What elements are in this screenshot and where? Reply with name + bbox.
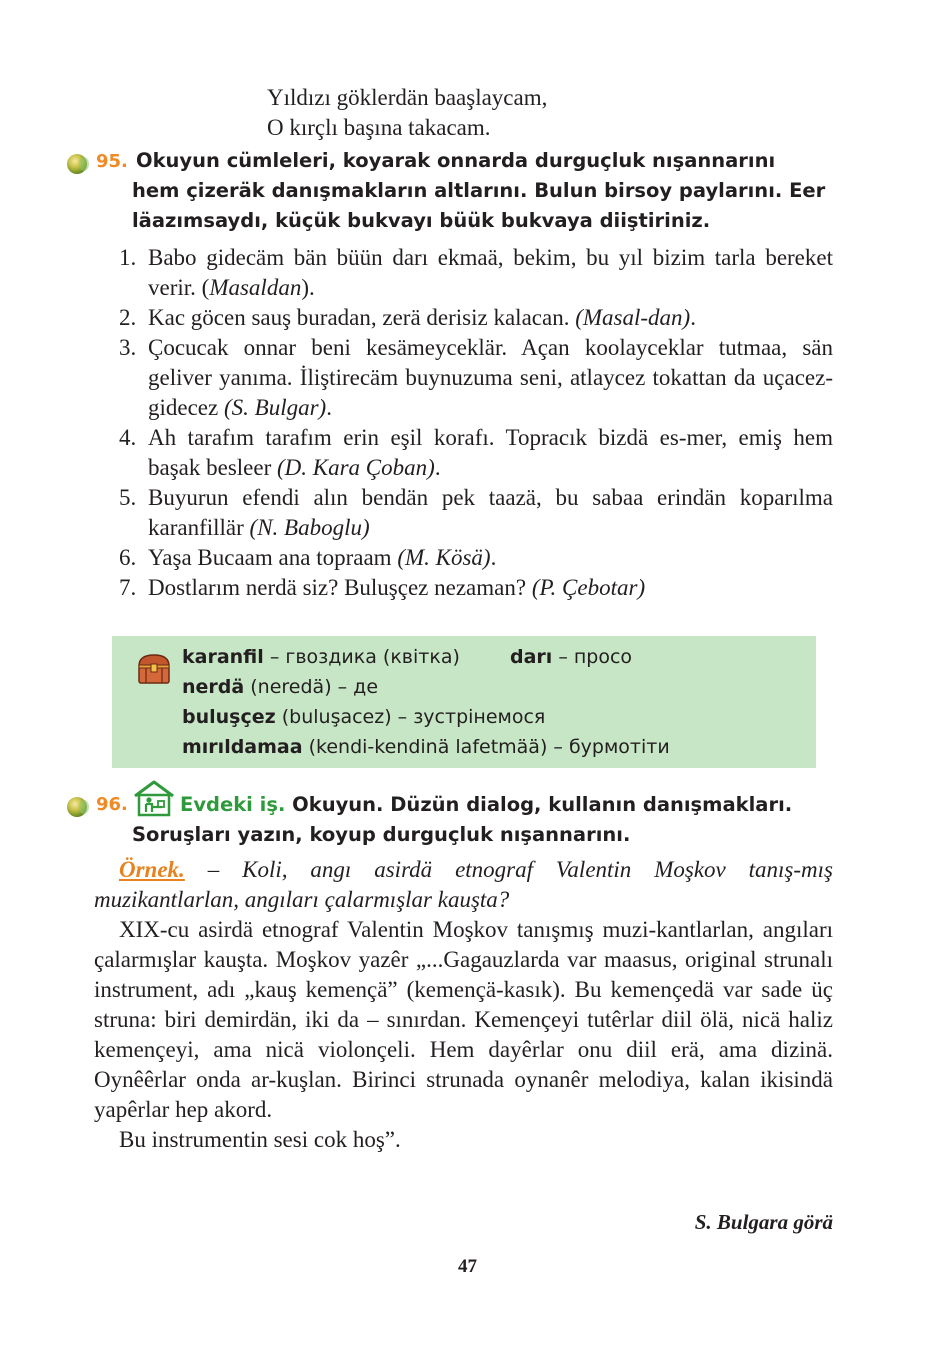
vocab-row [182, 676, 378, 698]
poem-line: Yıldızı göklerdän baaşlaycam, [267, 85, 548, 110]
vocab-meaning: (buluşacez) – зустрінемося [275, 706, 546, 728]
item-end: . [490, 545, 497, 570]
item-end: ). [301, 275, 315, 300]
task-number: 95. [96, 151, 128, 172]
treasure-chest-icon [136, 652, 172, 686]
vocab-word: nerdä [182, 676, 245, 698]
page-number: 47 [458, 1256, 477, 1277]
item-number: 3. [119, 335, 137, 360]
vocab-word: karanfil [182, 646, 264, 668]
vocab-meaning: – просо [552, 646, 633, 668]
vocab-row [182, 736, 670, 758]
task-line: läazımsaydı, küçük bukvayı büük bukvaya diiştiriniz. [132, 209, 711, 232]
example-question-paragraph [94, 855, 833, 915]
vocab-word: buluşçez [182, 706, 276, 728]
list-item [119, 423, 833, 483]
item-end: . [690, 305, 696, 330]
item-text: Çocucak onnar beni kesämeyceklär. Açan koolayceklar tutmaa, sän geliver yanıma. İliştirecäm buynuzuma seni, atlaycez tokattan da uçacez-gidecez [148, 335, 833, 420]
vocab-word: mırıldamaa [182, 736, 303, 758]
vocab-meaning: – гвоздика (квітка) [263, 646, 460, 668]
item-number: 2. [119, 305, 137, 330]
task-line: Okuyun cümleleri, koyarak onnarda durguçluk nışannarını [136, 149, 776, 172]
item-source: (P. Çebotar) [531, 575, 646, 600]
task-bullet-icon [67, 796, 93, 818]
item-number: 7. [119, 575, 137, 600]
task-95-instructions [132, 146, 832, 236]
item-end: . [434, 455, 441, 480]
item-source: (N. Baboglu) [249, 515, 370, 540]
example-paragraph: XIX-cu asirdä etnograf Valentin Moşkov tanışmış muzi-kantlarlan, angıları çalarmışlar kauşta. Moşkov yazêr „...Gagauzlarda var maasus, original strunalı instrument, adı „kauş kemençä” (kemençä-kasık). Bu kemençedä var sade üç struna: biri demirdän, iki da – sınırdan. Kemençeyi tutêrlar diil ölä, nicä haliz kemençeyi, ama nicä violonçeli. Hem dayêrlar onu diil erä, ama dizinä. Oynêêrlar onda ar-kuşlan. Birinci strunada oynanêr melodiya, kalan ikisindä yapêrlar hep akord. [94, 917, 833, 1122]
homework-label: Evdeki iş. [180, 793, 286, 816]
task-line: Okuyun. Düzün dialog, kullanın danışmakları. [285, 793, 793, 816]
item-text: Buyurun efendi alın bendän pek taazä, bu sabaa erindän koparılma karanfillär [148, 485, 833, 540]
item-source: (Masal-dan) [575, 305, 691, 330]
signature: S. Bulgara görä [694, 1210, 833, 1234]
item-source: (M. Kösä) [397, 545, 491, 570]
sentence-list [119, 243, 833, 603]
item-number: 5. [119, 485, 137, 510]
task-number: 96. [96, 794, 128, 815]
vocabulary-box [112, 636, 816, 768]
item-source: (D. Kara Çoban) [277, 455, 435, 480]
vocab-meaning: (kendi-kendinä lafetmää) – бурмотіти [302, 736, 670, 758]
list-item [119, 573, 833, 603]
list-item [119, 243, 833, 303]
item-text: Ah tarafım tarafım erin eşil korafı. Topracık bizdä es-mer, emiş hem başak besleer [148, 425, 833, 480]
item-text: Kac göcen sauş buradan, zerä derisiz kalacan. [148, 305, 576, 330]
list-item [119, 333, 833, 423]
item-end: . [326, 395, 332, 420]
list-item [119, 303, 833, 333]
task-line: hem çizeräk danışmakların altlarını. Bulun birsoy paylarını. Eer [132, 179, 826, 202]
example-question: – Koli, angı asirdä etnograf Valentin Moşkov tanış-mış muzikantlarlan, angıları çalarmışlar kauşta? [94, 857, 833, 912]
item-number: 1. [119, 245, 137, 270]
task-96-instructions [132, 790, 832, 850]
example-closing: Bu instrumentin sesi cok hoş”. [119, 1127, 401, 1152]
item-source: Masaldan [209, 275, 302, 300]
item-number: 6. [119, 545, 137, 570]
list-item [119, 483, 833, 543]
vocab-row [182, 706, 545, 728]
list-item [119, 543, 833, 573]
poem-line: O kırçlı başına takacam. [267, 115, 491, 140]
item-number: 4. [119, 425, 137, 450]
poem [267, 83, 547, 143]
example-text [94, 855, 833, 1155]
item-text: Babo gidecäm bän büün darı ekmaä, bekim, bu yıl bizim tarla bereket verir. ( [148, 245, 833, 300]
task-bullet-icon [67, 153, 93, 175]
vocab-meaning: (neredä) – де [244, 676, 379, 698]
example-label: Örnek. [119, 857, 185, 882]
vocab-row [182, 646, 632, 668]
item-source: (S. Bulgar) [223, 395, 327, 420]
task-line: Soruşları yazın, koyup durguçluk nışannarını. [132, 823, 631, 846]
item-text: Dostlarım nerdä siz? Buluşçez nezaman? [148, 575, 532, 600]
item-text: Yaşa Bucaam ana topraam [148, 545, 398, 570]
vocab-word: darı [509, 646, 553, 668]
